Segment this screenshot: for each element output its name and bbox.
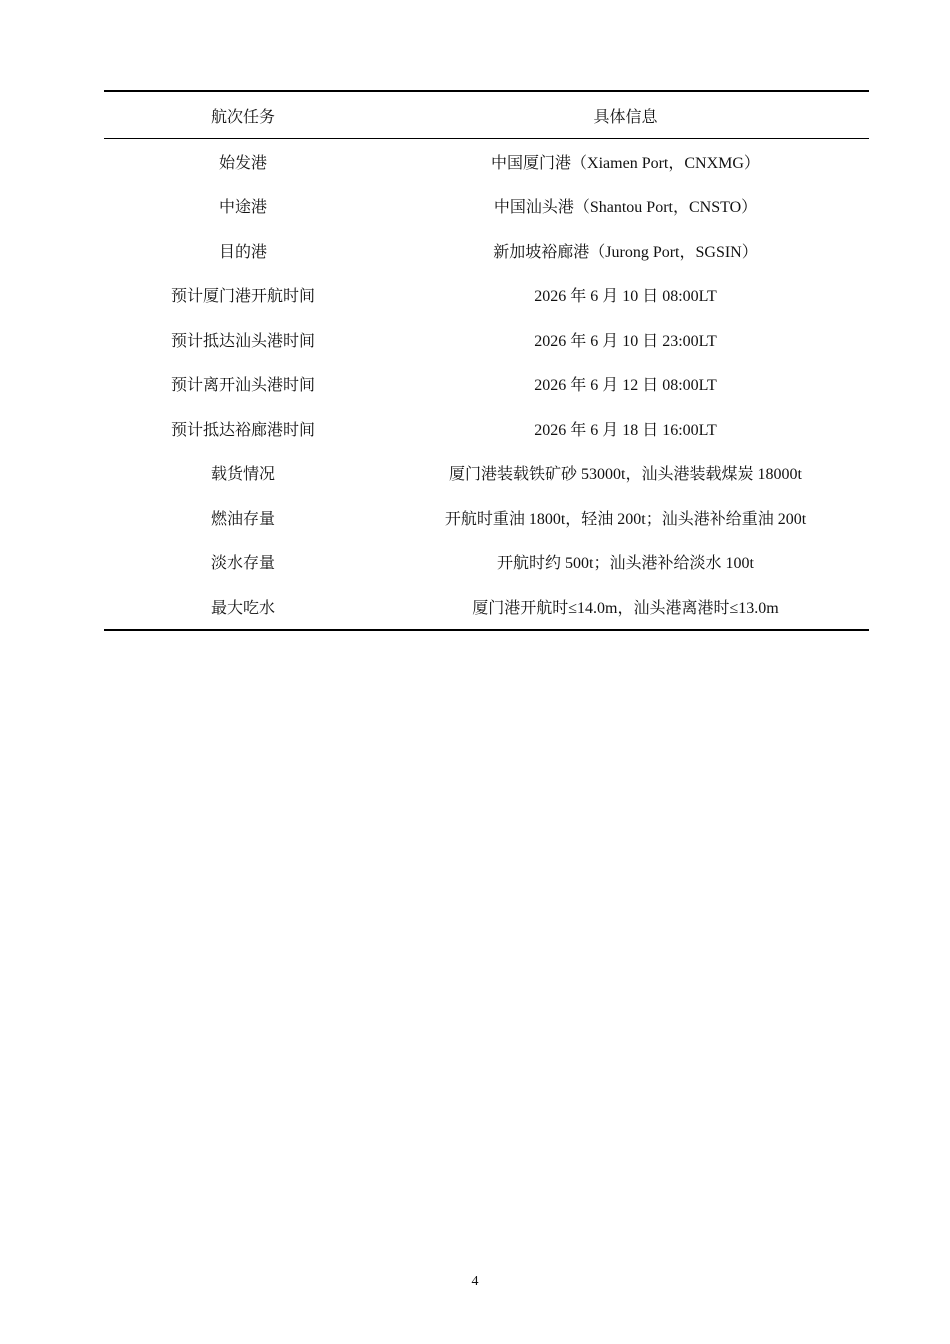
column-header-details: 具体信息 [593,108,658,126]
row-label: 最大吃水 [210,599,275,617]
table-row [104,273,869,318]
row-label: 预计抵达裕廊港时间 [170,421,315,439]
column-header-task: 航次任务 [210,108,275,126]
table-row [104,584,869,630]
row-label: 预计厦门港开航时间 [170,288,315,306]
row-label: 载货情况 [210,466,275,484]
row-value: 2026 年 6 月 12 日 08:00LT [534,377,717,395]
row-label: 淡水存量 [210,555,275,573]
row-value: 开航时重油 1800t，轻油 200t；汕头港补给重油 200t [444,510,807,528]
row-label: 预计抵达汕头港时间 [170,332,315,350]
table-row [104,362,869,407]
row-value: 中国厦门港（Xiamen Port，CNXMG） [491,154,760,172]
page-number: 4 [471,1274,479,1289]
table-header-row [104,91,869,139]
row-label: 中途港 [218,199,267,217]
row-value: 中国汕头港（Shantou Port，CNSTO） [493,199,758,217]
row-value: 厦门港开航时≤14.0m，汕头港离港时≤13.0m [472,599,779,617]
table-row [104,317,869,362]
voyage-info-table [104,90,869,631]
table-row [104,139,869,184]
row-value: 2026 年 6 月 10 日 08:00LT [534,288,717,306]
row-label: 燃油存量 [210,510,275,528]
row-label: 预计离开汕头港时间 [170,377,315,395]
row-value: 开航时约 500t；汕头港补给淡水 100t [497,555,754,573]
row-value: 2026 年 6 月 10 日 23:00LT [534,332,717,350]
table-row [104,540,869,585]
table-row [104,228,869,273]
table-row [104,184,869,229]
table-row [104,495,869,540]
row-label: 始发港 [218,154,267,172]
row-value: 2026 年 6 月 18 日 16:00LT [534,421,717,439]
row-label: 目的港 [218,243,267,261]
table-row [104,406,869,451]
row-value: 厦门港装载铁矿砂 53000t，汕头港装载煤炭 18000t [449,466,802,484]
row-value: 新加坡裕廊港（Jurong Port，SGSIN） [493,243,758,261]
table-row [104,451,869,496]
